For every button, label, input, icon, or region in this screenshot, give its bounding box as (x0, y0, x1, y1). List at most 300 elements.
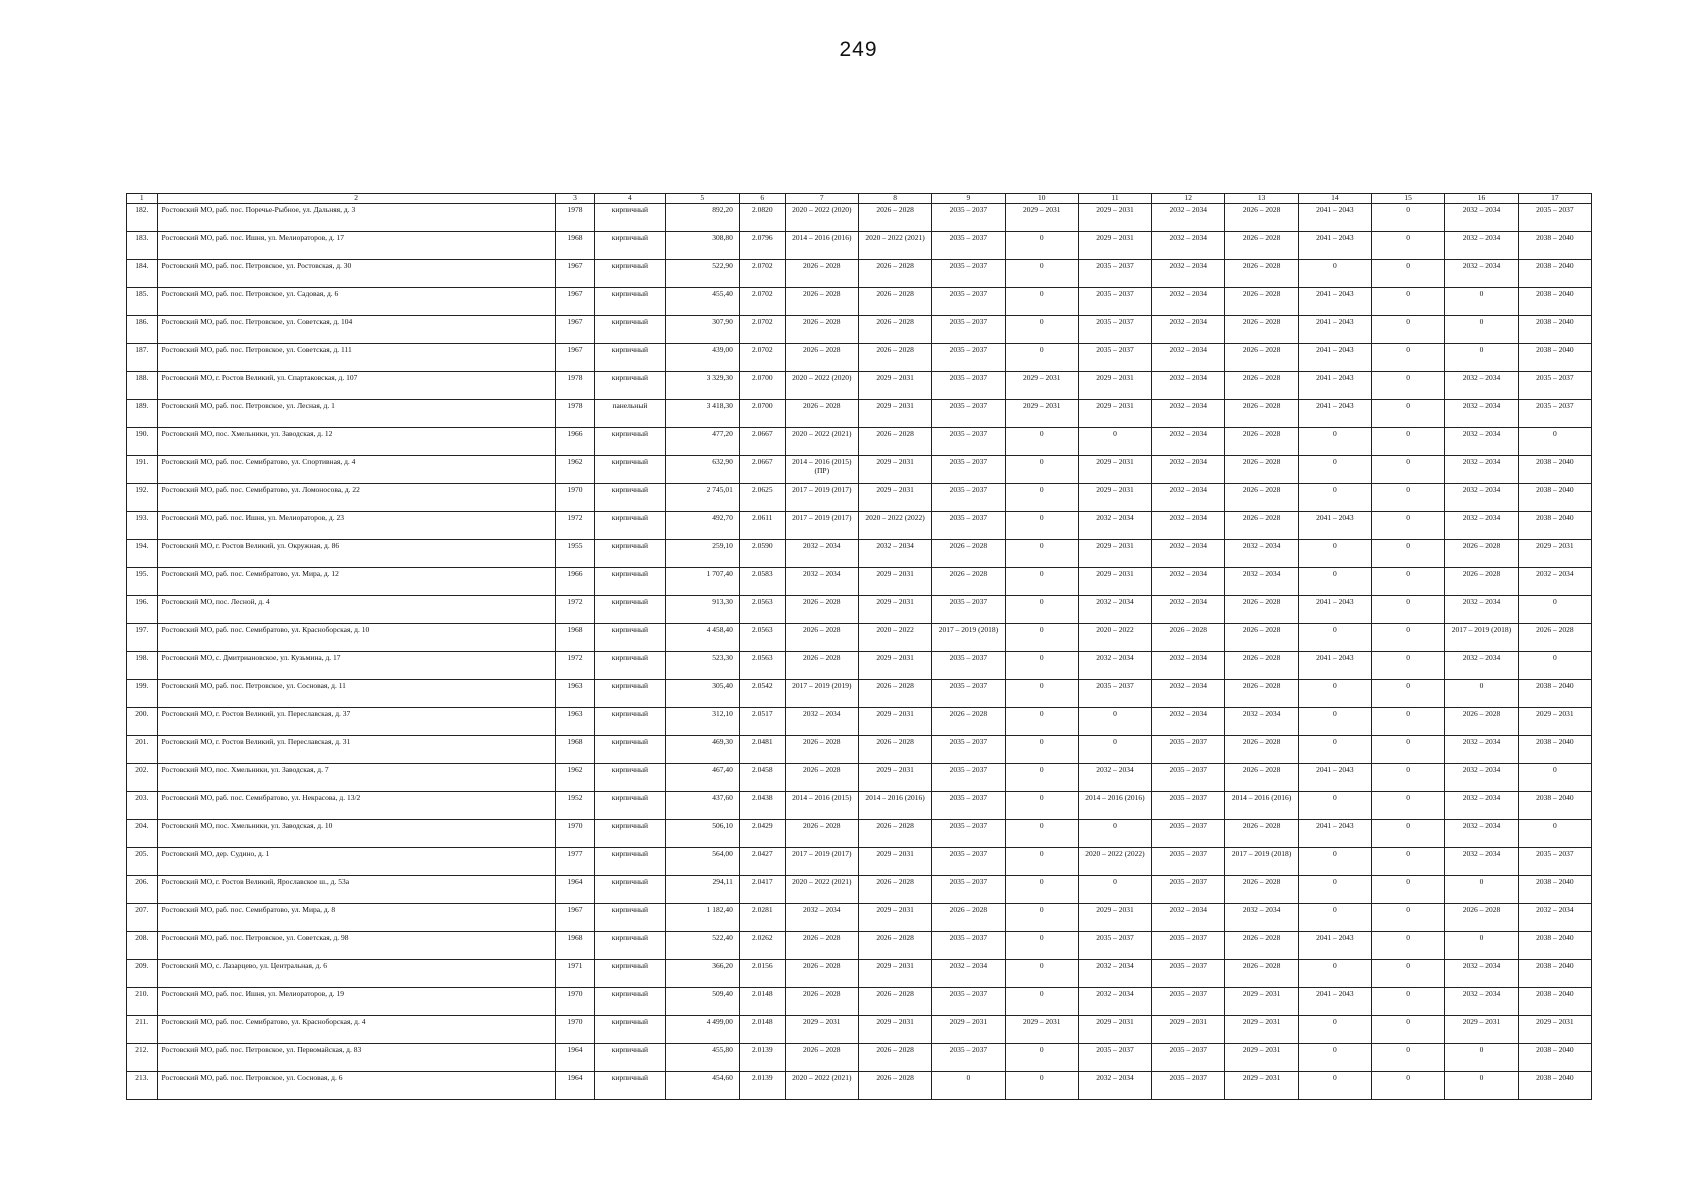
period-col-7-value: 2017 – 2019 (2017) (792, 485, 852, 494)
year-built-value: 1962 (567, 457, 583, 466)
period-col-17-value: 2038 – 2040 (1536, 989, 1574, 998)
period-col-10 (1005, 568, 1078, 596)
period-col-9-value: 2035 – 2037 (949, 513, 988, 522)
period-col-14 (1298, 260, 1371, 288)
period-col-7 (785, 932, 858, 960)
period-col-7-value: 2020 – 2022 (2020) (792, 205, 852, 214)
area (665, 456, 739, 484)
table-row (127, 624, 1592, 652)
period-col-16 (1445, 260, 1518, 288)
period-col-16 (1445, 344, 1518, 372)
period-col-12-value: 2032 – 2034 (1169, 485, 1208, 494)
year-built-value: 1978 (567, 401, 583, 410)
period-col-15-value: 0 (1406, 317, 1411, 326)
period-col-15-value: 0 (1406, 681, 1411, 690)
rating-value: 2.0796 (751, 233, 773, 242)
row-number (127, 1072, 158, 1100)
year-built (555, 428, 595, 456)
period-col-17-value: 2038 – 2040 (1536, 793, 1574, 802)
address (157, 680, 555, 708)
period-col-15 (1372, 1044, 1445, 1072)
period-col-15 (1372, 764, 1445, 792)
period-col-7-value: 2026 – 2028 (803, 345, 841, 354)
period-col-16 (1445, 1072, 1518, 1100)
area-value: 259,10 (712, 541, 733, 550)
period-col-16 (1445, 960, 1518, 988)
period-col-10-value: 0 (1039, 1073, 1044, 1082)
year-built-value: 1971 (567, 961, 583, 970)
period-col-17 (1518, 680, 1591, 708)
address-value: Ростовский МО, раб. пос. Петровское, ул. Советская, д. 104 (161, 317, 353, 326)
period-col-8-value: 2029 – 2031 (876, 597, 914, 606)
period-col-15 (1372, 904, 1445, 932)
period-col-17-value: 2038 – 2040 (1536, 513, 1574, 522)
column-number: 10 (1005, 194, 1078, 204)
period-col-8-value: 2029 – 2031 (876, 373, 914, 382)
row-number-value: 201. (135, 737, 149, 746)
year-built-value: 1968 (567, 737, 583, 746)
period-col-15-value: 0 (1406, 289, 1411, 298)
row-number (127, 316, 158, 344)
period-col-9 (932, 680, 1005, 708)
period-col-7 (785, 876, 858, 904)
period-col-16 (1445, 988, 1518, 1016)
period-col-10 (1005, 988, 1078, 1016)
area-value: 913,30 (712, 597, 733, 606)
rating (739, 764, 785, 792)
address (157, 512, 555, 540)
period-col-13-value: 2032 – 2034 (1242, 541, 1281, 550)
address (157, 652, 555, 680)
period-col-11 (1078, 288, 1151, 316)
period-col-15 (1372, 1072, 1445, 1100)
period-col-17 (1518, 876, 1591, 904)
period-col-17-value: 2038 – 2040 (1536, 1073, 1574, 1082)
table-row (127, 820, 1592, 848)
period-col-15-value: 0 (1406, 625, 1411, 634)
period-col-12-value: 2032 – 2034 (1169, 429, 1208, 438)
address (157, 428, 555, 456)
period-col-16 (1445, 792, 1518, 820)
period-col-16 (1445, 708, 1518, 736)
year-built (555, 960, 595, 988)
row-number (127, 596, 158, 624)
period-col-17 (1518, 988, 1591, 1016)
period-col-8-value: 2029 – 2031 (876, 849, 914, 858)
period-col-17-value: 2038 – 2040 (1536, 317, 1574, 326)
period-col-14-value: 0 (1333, 541, 1337, 550)
period-col-13 (1225, 428, 1298, 456)
wall-material-value: кирпичный (611, 1073, 649, 1082)
table-row (127, 932, 1592, 960)
period-col-8-value: 2026 – 2028 (876, 933, 914, 942)
period-col-7 (785, 568, 858, 596)
period-col-9 (932, 456, 1005, 484)
address-value: Ростовский МО, пос. Хмельники, ул. Заводская, д. 12 (161, 429, 333, 438)
row-number (127, 932, 158, 960)
rating-value: 2.0590 (751, 541, 773, 550)
row-number (127, 680, 158, 708)
rating-value: 2.0563 (751, 597, 773, 606)
period-col-11 (1078, 344, 1151, 372)
period-col-14-value: 2041 – 2043 (1316, 345, 1354, 354)
period-col-16-value: 2032 – 2034 (1462, 373, 1501, 382)
period-col-8-value: 2026 – 2028 (876, 289, 914, 298)
period-col-7-value: 2017 – 2019 (2019) (792, 681, 852, 690)
period-col-8-value: 2029 – 2031 (876, 905, 914, 914)
wall-material-value: кирпичный (611, 821, 649, 830)
period-col-15 (1372, 400, 1445, 428)
area (665, 400, 739, 428)
column-number: 17 (1518, 194, 1591, 204)
period-col-14-value: 2041 – 2043 (1316, 989, 1354, 998)
period-col-9-value: 2035 – 2037 (949, 793, 988, 802)
period-col-11-value: 2029 – 2031 (1096, 905, 1134, 914)
period-col-11 (1078, 400, 1151, 428)
table-row (127, 1072, 1592, 1100)
rating-value: 2.0700 (751, 373, 773, 382)
period-col-13 (1225, 736, 1298, 764)
period-col-17 (1518, 204, 1591, 232)
period-col-14-value: 0 (1333, 849, 1337, 858)
period-col-11 (1078, 848, 1151, 876)
period-col-13 (1225, 624, 1298, 652)
wall-material-value: кирпичный (611, 681, 649, 690)
period-col-7 (785, 400, 858, 428)
period-col-15-value: 0 (1406, 961, 1411, 970)
area-value: 892,20 (712, 205, 733, 214)
period-col-15-value: 0 (1406, 709, 1411, 718)
period-col-13 (1225, 204, 1298, 232)
period-col-7-value: 2026 – 2028 (803, 765, 841, 774)
period-col-9 (932, 1016, 1005, 1044)
period-col-12 (1152, 400, 1225, 428)
address-value: Ростовский МО, г. Ростов Великий, ул. Окружная, д. 86 (161, 541, 340, 550)
period-col-13-value: 2026 – 2028 (1242, 261, 1281, 270)
period-col-8-value: 2026 – 2028 (876, 345, 914, 354)
rating-value: 2.0625 (751, 485, 773, 494)
period-col-11-value: 2020 – 2022 (2022) (1085, 849, 1145, 858)
period-col-17-value: 2038 – 2040 (1536, 261, 1574, 270)
period-col-11 (1078, 624, 1151, 652)
area (665, 1044, 739, 1072)
period-col-8 (858, 596, 931, 624)
year-built-value: 1967 (567, 905, 583, 914)
period-col-13 (1225, 652, 1298, 680)
period-col-13 (1225, 932, 1298, 960)
period-col-8 (858, 372, 931, 400)
area-value: 455,40 (712, 289, 733, 298)
area-value: 3 418,30 (706, 401, 733, 410)
area-value: 467,40 (712, 765, 733, 774)
period-col-10-value: 0 (1039, 541, 1044, 550)
period-col-7 (785, 204, 858, 232)
period-col-15 (1372, 708, 1445, 736)
period-col-16-value: 2032 – 2034 (1462, 233, 1501, 242)
period-col-13 (1225, 288, 1298, 316)
period-col-17-value: 2032 – 2034 (1536, 569, 1574, 578)
wall-material-value: кирпичный (611, 569, 649, 578)
period-col-7-value: 2014 – 2016 (2015) (ПР) (792, 457, 852, 475)
period-col-15-value: 0 (1406, 541, 1411, 550)
year-built (555, 204, 595, 232)
period-col-12-value: 2035 – 2037 (1169, 793, 1208, 802)
period-col-12 (1152, 764, 1225, 792)
period-col-9-value: 2035 – 2037 (949, 681, 988, 690)
period-col-15 (1372, 988, 1445, 1016)
period-col-8 (858, 624, 931, 652)
area (665, 260, 739, 288)
row-number-value: 205. (135, 849, 149, 858)
period-col-16-value: 2032 – 2034 (1462, 401, 1501, 410)
period-col-9-value: 2035 – 2037 (949, 1045, 988, 1054)
period-col-17 (1518, 456, 1591, 484)
period-col-14 (1298, 1072, 1371, 1100)
period-col-12 (1152, 1016, 1225, 1044)
wall-material (595, 876, 665, 904)
period-col-9 (932, 848, 1005, 876)
period-col-7-value: 2017 – 2019 (2017) (792, 849, 852, 858)
period-col-7 (785, 1072, 858, 1100)
year-built-value: 1966 (567, 429, 583, 438)
period-col-17-value: 2026 – 2028 (1536, 625, 1574, 634)
period-col-11 (1078, 960, 1151, 988)
period-col-16 (1445, 1044, 1518, 1072)
period-col-10 (1005, 960, 1078, 988)
period-col-12 (1152, 1072, 1225, 1100)
period-col-7-value: 2026 – 2028 (803, 821, 841, 830)
period-col-7-value: 2020 – 2022 (2021) (792, 429, 852, 438)
row-number-value: 199. (135, 681, 149, 690)
period-col-12 (1152, 820, 1225, 848)
rating-value: 2.0429 (751, 821, 773, 830)
period-col-16 (1445, 736, 1518, 764)
period-col-14 (1298, 792, 1371, 820)
rating-value: 2.0700 (751, 401, 773, 410)
table-row (127, 232, 1592, 260)
period-col-13 (1225, 512, 1298, 540)
address (157, 372, 555, 400)
period-col-13-value: 2026 – 2028 (1242, 485, 1281, 494)
column-number: 12 (1152, 194, 1225, 204)
area (665, 344, 739, 372)
period-col-15-value: 0 (1406, 261, 1411, 270)
row-number-value: 200. (135, 709, 149, 718)
period-col-12-value: 2035 – 2037 (1169, 933, 1208, 942)
period-col-7 (785, 316, 858, 344)
period-col-13-value: 2026 – 2028 (1242, 429, 1281, 438)
period-col-7-value: 2032 – 2034 (803, 905, 841, 914)
wall-material (595, 204, 665, 232)
area-value: 437,60 (712, 793, 733, 802)
wall-material (595, 372, 665, 400)
wall-material (595, 316, 665, 344)
page-number: 249 (839, 38, 878, 61)
rating (739, 820, 785, 848)
address-value: Ростовский МО, раб. пос. Петровское, ул. Сосновая, д. 6 (161, 1073, 343, 1082)
period-col-14 (1298, 232, 1371, 260)
period-col-16 (1445, 876, 1518, 904)
period-col-13 (1225, 344, 1298, 372)
period-col-15-value: 0 (1406, 457, 1411, 466)
rating-value: 2.0481 (751, 737, 773, 746)
wall-material (595, 932, 665, 960)
year-built (555, 904, 595, 932)
period-col-14 (1298, 960, 1371, 988)
period-col-7 (785, 512, 858, 540)
period-col-8-value: 2020 – 2022 (2022) (865, 513, 925, 522)
period-col-11-value: 2035 – 2037 (1096, 681, 1134, 690)
period-col-8-value: 2029 – 2031 (876, 401, 914, 410)
area-value: 307,90 (712, 317, 733, 326)
address (157, 1016, 555, 1044)
rating (739, 204, 785, 232)
rating-value: 2.0702 (751, 261, 773, 270)
year-built-value: 1967 (567, 345, 583, 354)
rating (739, 400, 785, 428)
period-col-10 (1005, 1072, 1078, 1100)
period-col-9 (932, 988, 1005, 1016)
period-col-8 (858, 792, 931, 820)
period-col-10-value: 0 (1039, 513, 1044, 522)
period-col-8-value: 2029 – 2031 (876, 765, 914, 774)
wall-material-value: кирпичный (611, 429, 649, 438)
column-number: 4 (595, 194, 665, 204)
period-col-17-value: 2038 – 2040 (1536, 457, 1574, 466)
wall-material-value: панельный (612, 401, 648, 410)
period-col-11-value: 2032 – 2034 (1096, 961, 1134, 970)
year-built-value: 1978 (567, 373, 583, 382)
period-col-14-value: 0 (1333, 681, 1337, 690)
period-col-11 (1078, 372, 1151, 400)
period-col-15 (1372, 876, 1445, 904)
period-col-8-value: 2026 – 2028 (876, 1045, 914, 1054)
row-number (127, 204, 158, 232)
row-number-value: 206. (135, 877, 149, 886)
period-col-7-value: 2026 – 2028 (803, 261, 841, 270)
row-number (127, 1016, 158, 1044)
rating-value: 2.0542 (751, 681, 773, 690)
column-number: 3 (555, 194, 595, 204)
period-col-10-value: 2029 – 2031 (1022, 373, 1061, 382)
period-col-17-value: 2038 – 2040 (1536, 933, 1574, 942)
period-col-11 (1078, 652, 1151, 680)
period-col-17 (1518, 372, 1591, 400)
column-number: 2 (157, 194, 555, 204)
period-col-11-value: 2032 – 2034 (1096, 597, 1134, 606)
period-col-12-value: 2032 – 2034 (1169, 233, 1208, 242)
period-col-9-value: 2026 – 2028 (949, 709, 988, 718)
period-col-15-value: 0 (1406, 513, 1411, 522)
period-col-15 (1372, 960, 1445, 988)
period-col-11-value: 2035 – 2037 (1096, 289, 1134, 298)
period-col-9 (932, 624, 1005, 652)
address-value: Ростовский МО, раб. пос. Петровское, ул. Садовая, д. 6 (161, 289, 339, 298)
period-col-8 (858, 820, 931, 848)
period-col-15 (1372, 456, 1445, 484)
period-col-16-value: 2032 – 2034 (1462, 653, 1501, 662)
period-col-10-value: 0 (1039, 961, 1044, 970)
period-col-16-value: 2029 – 2031 (1462, 1017, 1501, 1026)
period-col-14-value: 0 (1333, 877, 1337, 886)
period-col-13 (1225, 1072, 1298, 1100)
period-col-7 (785, 1016, 858, 1044)
row-number (127, 736, 158, 764)
row-number (127, 484, 158, 512)
period-col-13 (1225, 988, 1298, 1016)
address (157, 456, 555, 484)
period-col-16-value: 2032 – 2034 (1462, 205, 1501, 214)
period-col-13-value: 2026 – 2028 (1242, 345, 1281, 354)
period-col-10-value: 0 (1039, 233, 1044, 242)
period-col-10-value: 0 (1039, 653, 1044, 662)
period-col-10-value: 2029 – 2031 (1022, 401, 1061, 410)
period-col-13 (1225, 820, 1298, 848)
period-col-15-value: 0 (1406, 737, 1411, 746)
period-col-8 (858, 960, 931, 988)
period-col-13 (1225, 708, 1298, 736)
period-col-13-value: 2026 – 2028 (1242, 205, 1281, 214)
period-col-14 (1298, 988, 1371, 1016)
period-col-11-value: 0 (1113, 877, 1117, 886)
period-col-13 (1225, 1016, 1298, 1044)
year-built (555, 400, 595, 428)
period-col-10 (1005, 484, 1078, 512)
period-col-11-value: 2029 – 2031 (1096, 485, 1134, 494)
wall-material (595, 848, 665, 876)
period-col-7-value: 2026 – 2028 (803, 989, 841, 998)
period-col-7-value: 2026 – 2028 (803, 737, 841, 746)
period-col-15-value: 0 (1406, 429, 1411, 438)
period-col-14 (1298, 904, 1371, 932)
period-col-12-value: 2035 – 2037 (1169, 961, 1208, 970)
rating (739, 372, 785, 400)
period-col-15 (1372, 372, 1445, 400)
period-col-16-value: 0 (1479, 877, 1484, 886)
wall-material (595, 596, 665, 624)
period-col-16 (1445, 568, 1518, 596)
period-col-11 (1078, 456, 1151, 484)
wall-material (595, 904, 665, 932)
table-row (127, 876, 1592, 904)
period-col-11 (1078, 1016, 1151, 1044)
period-col-11-value: 0 (1113, 709, 1117, 718)
address (157, 904, 555, 932)
period-col-16 (1445, 820, 1518, 848)
period-col-9 (932, 344, 1005, 372)
column-number: 14 (1298, 194, 1371, 204)
period-col-9-value: 2035 – 2037 (949, 989, 988, 998)
period-col-16-value: 2026 – 2028 (1462, 541, 1501, 550)
table-row (127, 568, 1592, 596)
period-col-14 (1298, 316, 1371, 344)
period-col-12 (1152, 540, 1225, 568)
period-col-11-value: 2029 – 2031 (1096, 541, 1134, 550)
period-col-17 (1518, 736, 1591, 764)
period-col-14-value: 2041 – 2043 (1316, 233, 1354, 242)
period-col-14-value: 0 (1333, 569, 1337, 578)
row-number-value: 188. (135, 373, 149, 382)
period-col-10-value: 2029 – 2031 (1022, 205, 1061, 214)
period-col-8-value: 2029 – 2031 (876, 653, 914, 662)
period-col-17 (1518, 652, 1591, 680)
row-number-value: 184. (135, 261, 149, 270)
period-col-12 (1152, 484, 1225, 512)
period-col-16 (1445, 372, 1518, 400)
rating (739, 736, 785, 764)
period-col-15-value: 0 (1406, 821, 1411, 830)
year-built (555, 484, 595, 512)
